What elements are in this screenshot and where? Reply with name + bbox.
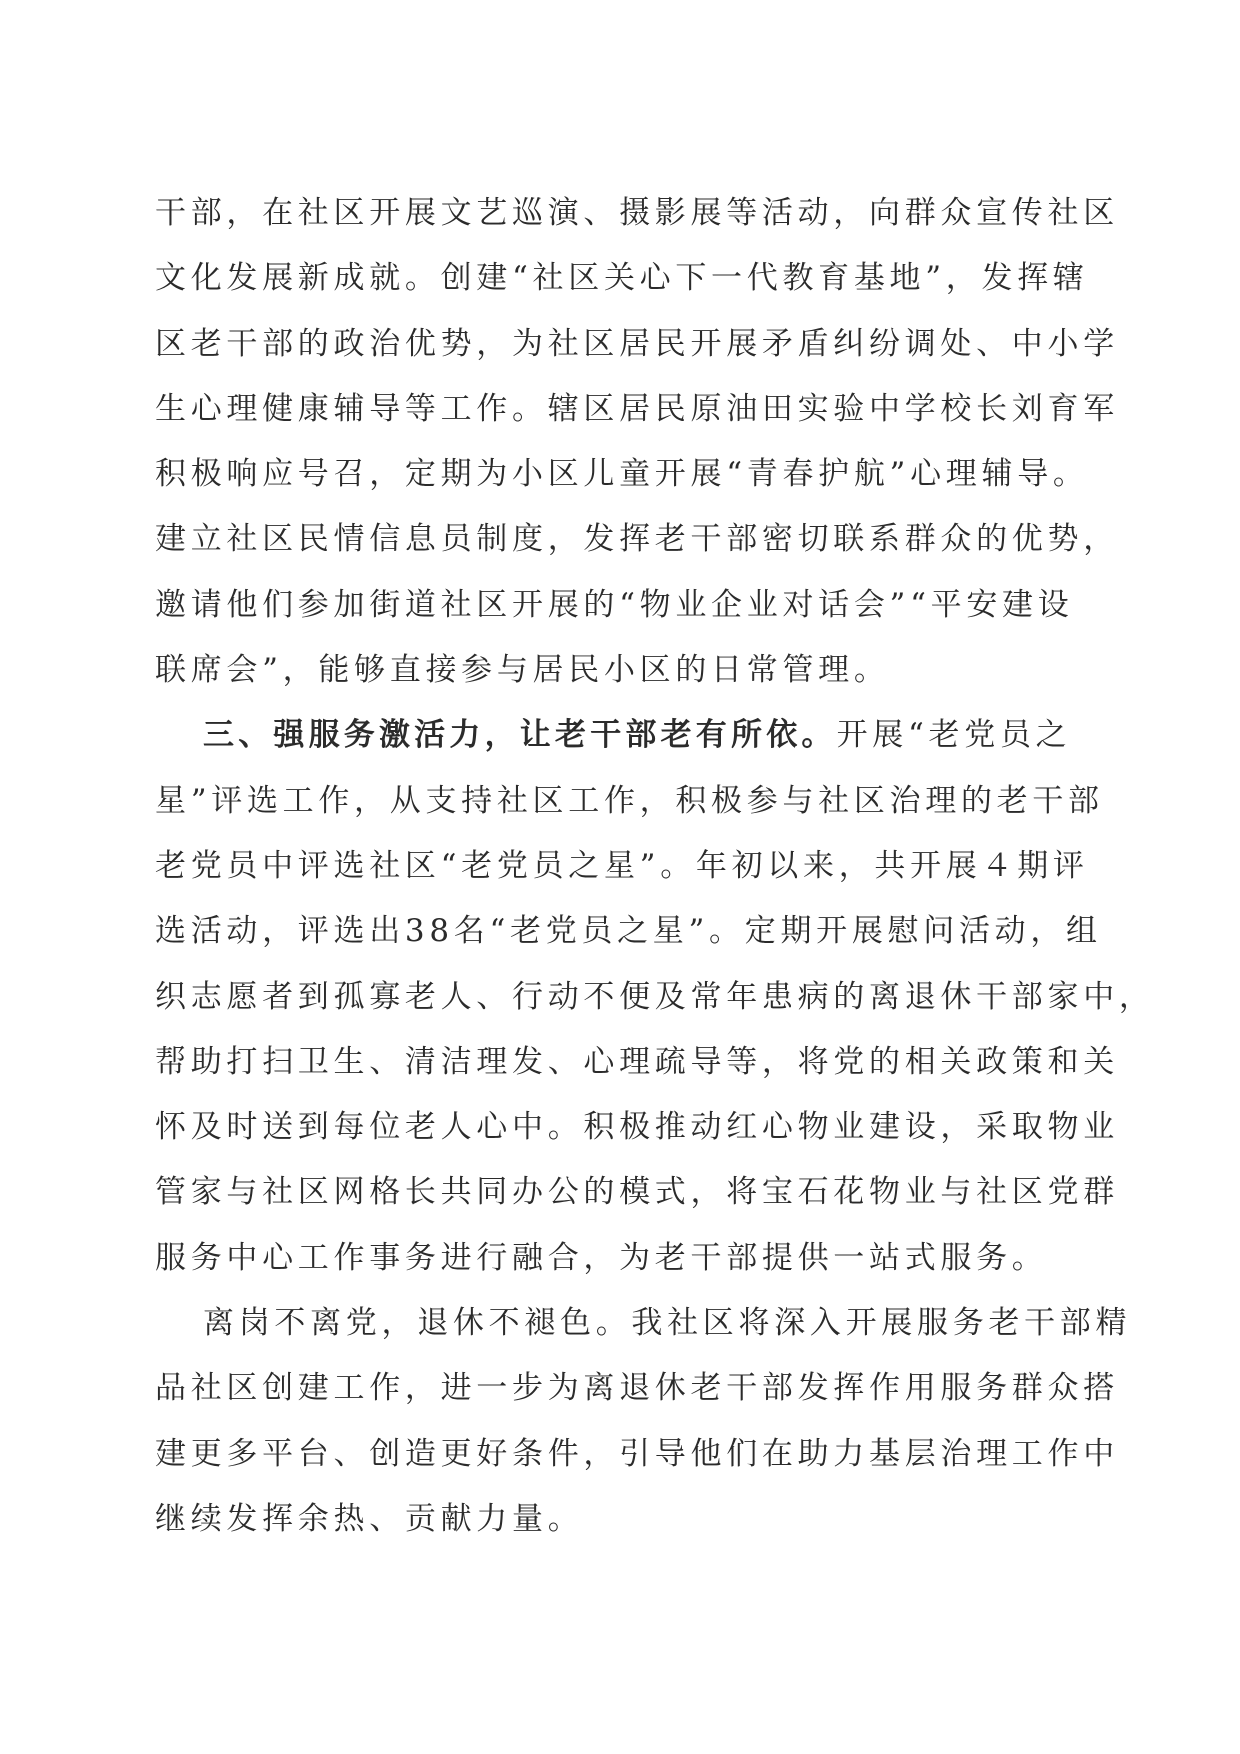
paragraph-2-first-line (155, 703, 1085, 768)
paragraph-1-line: 积极响应号召，定期为小区儿童开展“青春护航”心理辅导。 (155, 456, 1089, 493)
paragraph-2-first-line-text: 开展“老党员之 (836, 717, 1072, 754)
paragraph-2-line: 织志愿者到孤寡老人、行动不便及常年患病的离退休干部家中， (155, 978, 1155, 1015)
paragraph-2-line: 服务中心工作事务进行融合，为老干部提供一站式服务。 (155, 1239, 1048, 1276)
paragraph-3-line: 继续发挥余热、贡献力量。 (155, 1500, 584, 1537)
paragraph-1-line: 文化发展新成就。创建“社区关心下一代教育基地”，发挥辖 (155, 260, 1089, 297)
paragraph-2-line: 怀及时送到每位老人心中。积极推动红心物业建设，采取物业 (155, 1109, 1119, 1146)
section-heading: 三、强服务激活力，让老干部老有所依。 (203, 717, 837, 754)
paragraph-1-line: 建立社区民情信息员制度，发挥老干部密切联系群众的优势， (155, 521, 1119, 558)
document-body (155, 181, 1155, 1552)
paragraph-3-line: 建更多平台、创造更好条件，引导他们在助力基层治理工作中 (155, 1435, 1119, 1472)
paragraph-3-line: 品社区创建工作，进一步为离退休老干部发挥作用服务群众搭 (155, 1370, 1119, 1407)
paragraph-1-line: 区老干部的政治优势，为社区居民开展矛盾纠纷调处、中小学 (155, 325, 1119, 362)
paragraph-2-line: 星”评选工作，从支持社区工作，积极参与社区治理的老干部 (155, 782, 1104, 819)
paragraph-2-line: 老党员中评选社区“老党员之星”。年初以来，共开展４期评 (155, 847, 1089, 884)
paragraph-1-line: 生心理健康辅导等工作。辖区居民原油田实验中学校长刘育军 (155, 390, 1119, 427)
paragraph-2-line: 管家与社区网格长共同办公的模式，将宝石花物业与社区党群 (155, 1174, 1119, 1211)
paragraph-2-line: 帮助打扫卫生、清洁理发、心理疏导等，将党的相关政策和关 (155, 1043, 1119, 1080)
paragraph-3-line: 离岗不离党，退休不褪色。我社区将深入开展服务老干部精 (203, 1305, 1132, 1342)
paragraph-1-line: 联席会”，能够直接参与居民小区的日常管理。 (155, 652, 890, 689)
paragraph-1-line: 邀请他们参加街道社区开展的“物业企业对话会”“平安建设 (155, 586, 1074, 623)
paragraph-2-line: 选活动，评选出38名“老党员之星”。定期开展慰问活动，组 (155, 913, 1102, 950)
paragraph-1-line: 干部，在社区开展文艺巡演、摄影展等活动，向群众宣传社区 (155, 195, 1119, 231)
